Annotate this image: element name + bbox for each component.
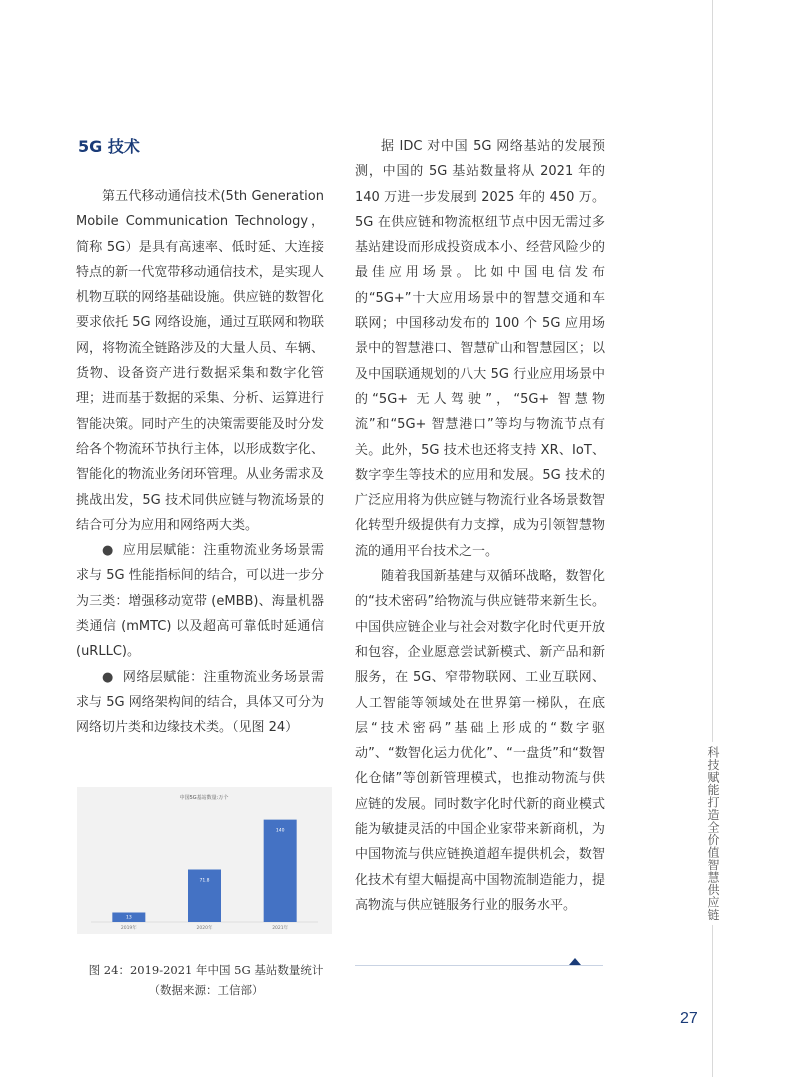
caption-line-2: （数据来源：工信部） (148, 983, 264, 997)
chart-title: 中国5G基站数量:万个 (179, 795, 229, 801)
bullet-dot-icon: ● (102, 669, 114, 685)
right-paragraph-1: 据 IDC 对中国 5G 网络基站的发展预测，中国的 5G 基站数量将从 2021 年的 140 万进一步发展到 2025 年的 450 万。5G 在供应链和物流枢纽节点中因无需过多基站建设而形成投资成本小、经营风险少的最佳应用场景。比如中国电信发布的“5G+”十大应用场景中的智慧交通和车联网；中国移动发布的 100 个 5G 应用场景中的智慧港口、智慧矿山和智慧园区；以及中国联通规划的八大 5G 行业应用场景中的“5G+ 无人驾驶”，“5G+ 智慧物流”和“5G+ 智慧港口”等均与物流节点有关。此外，5G 技术也还将支持 XR、IoT、数字孪生等技术的应用和发展。5G 技术的广泛应用将为供应链与物流行业各场景数智化转型升级提供有力支撑，成为引领智慧物流的通用平台技术之一。 (355, 139, 605, 559)
triangle-marker-icon (569, 958, 581, 965)
bullet-dot-icon: ● (102, 543, 114, 559)
figure-caption (78, 960, 334, 1000)
tick-label-2021年: 2021年 (272, 926, 289, 931)
bar-group (112, 820, 296, 931)
data-label-2019年: 13 (125, 915, 132, 921)
right-column (355, 134, 605, 918)
bar-2020年 (188, 869, 221, 922)
tick-label-2020年: 2020年 (196, 926, 213, 931)
end-rule (355, 965, 603, 966)
bullet-item-network (76, 665, 324, 741)
section-title: 5G 技术 (78, 137, 140, 156)
bar-chart-svg (77, 787, 332, 934)
running-title: 科技赋能打造全价值智慧供应链 (703, 742, 723, 925)
page-number: 27 (680, 1010, 698, 1027)
tick-label-2019年: 2019年 (120, 926, 137, 931)
bullet-text-network: 网络层赋能：注重物流业务场景需求与 5G 网络架构间的结合，具体又可分为网络切片类和边缘技术类。（见图 24） (76, 669, 324, 736)
bullet-item-application (76, 538, 324, 664)
caption-line-1: 图 24：2019-2021 年中国 5G 基站数量统计 (88, 963, 324, 977)
left-column (76, 184, 324, 741)
bar-chart (77, 787, 332, 934)
bar-2021年 (264, 820, 297, 922)
left-paragraph-1: 第五代移动通信技术(5th Generation Mobile Communication Technology，简称 5G）是具有高速率、低时延、大连接特点的新一代宽带移动通信技术，是实现人机物互联的网络基础设施。供应链的数智化要求依托 5G 网络设施，通过互联网和物联网，将物流全链路涉及的大量人员、车辆、货物、设备资产进行数据采集和数字化管理；进而基于数据的采集、分析、运算进行智能决策。同时产生的决策需要能及时分发给各个物流环节执行主体，以形成数字化、智能化的物流业务闭环管理。从业务需求及挑战出发，5G 技术同供应链与物流场景的结合可分为应用和网络两大类。 (76, 189, 324, 533)
data-label-2021年: 140 (275, 828, 285, 834)
data-label-2020年: 71.8 (199, 878, 210, 884)
right-paragraph-2: 随着我国新基建与双循环战略，数智化的“技术密码”给物流与供应链带来新生长。中国供应链企业与社会对数字化时代更开放和包容，企业愿意尝试新模式、新产品和新服务，在 5G、窄带物联网、工业互联网、人工智能等领域处在世界第一梯队，在底层“技术密码”基础上形成的“数字驱动”、“数智化运力优化”、“一盘货”和“数智化仓储”等创新管理模式，也推动物流与供应链的发展。同时数字化时代新的商业模式能为敏捷灵活的中国企业家带来新商机，为中国物流与供应链换道超车提供机会，数智化技术有望大幅提高中国物流制造能力，提高物流与供应链服务行业的服务水平。 (355, 569, 605, 913)
bullet-text-application: 应用层赋能：注重物流业务场景需求与 5G 性能指标间的结合，可以进一步分为三类：增强移动宽带 (eMBB)、海量机器类通信 (mMTC) 以及超高可靠低时延通信 (uRLLC)。 (76, 543, 324, 660)
